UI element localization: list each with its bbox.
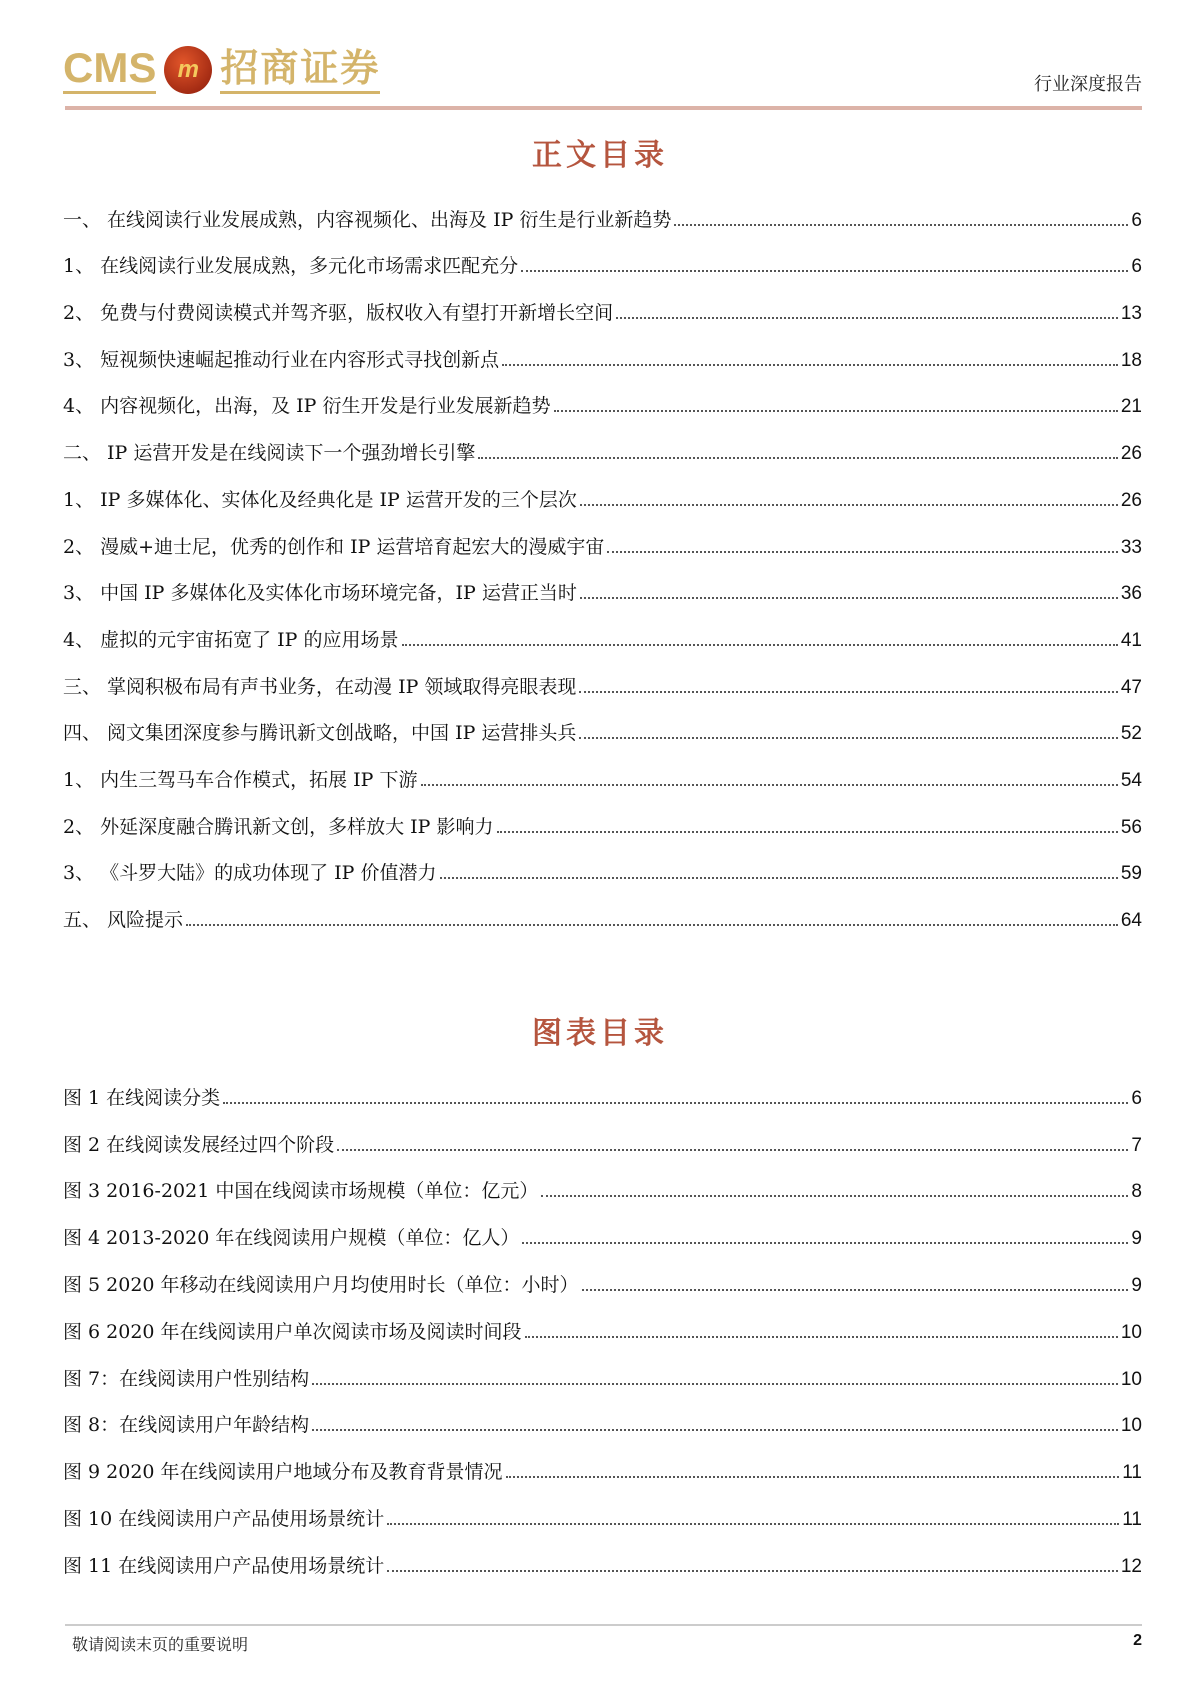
toc-entry[interactable] xyxy=(63,745,1142,792)
toc-entry[interactable] xyxy=(63,372,1142,419)
entry-page: 10 xyxy=(1120,1368,1142,1390)
entry-title[interactable]: 内生三驾马车合作模式，拓展 IP 下游 xyxy=(100,768,418,791)
toc-entry[interactable] xyxy=(63,1344,1142,1391)
entry-title[interactable]: 图 4 2013-2020 年在线阅读用户规模（单位：亿人） xyxy=(63,1227,520,1250)
toc-entry[interactable] xyxy=(63,1063,1142,1110)
dot-leader xyxy=(312,1383,1118,1385)
toc-entry[interactable] xyxy=(63,605,1142,652)
toc-entry[interactable] xyxy=(63,185,1142,232)
entry-page: 11 xyxy=(1122,1508,1142,1530)
entry-title[interactable]: 图 5 2020 年移动在线阅读用户月均使用时长（单位：小时） xyxy=(63,1273,579,1296)
entry-page: 6 xyxy=(1131,209,1142,231)
entry-number: 三、 xyxy=(63,675,108,698)
dot-leader xyxy=(580,504,1118,506)
entry-title[interactable]: 图 1 在线阅读分类 xyxy=(63,1086,221,1109)
entry-title[interactable]: 图 6 2020 年在线阅读用户单次阅读市场及阅读时间段 xyxy=(63,1320,522,1343)
toc-entry[interactable] xyxy=(63,885,1142,932)
dot-leader xyxy=(607,551,1117,553)
entry-number: 1、 xyxy=(63,255,101,278)
entry-number: 1、 xyxy=(63,768,101,791)
dot-leader xyxy=(674,224,1128,226)
entry-page: 56 xyxy=(1120,816,1142,838)
entry-number: 3、 xyxy=(63,348,101,371)
toc-entry[interactable] xyxy=(63,792,1142,839)
entry-page: 6 xyxy=(1131,256,1142,278)
footer-divider xyxy=(65,1624,1142,1626)
dot-leader xyxy=(580,597,1118,599)
figure-list-title: 图表目录 xyxy=(532,1016,668,1051)
entry-title[interactable]: 免费与付费阅读模式并驾齐驱，版权收入有望打开新增长空间 xyxy=(100,302,614,325)
dot-leader xyxy=(497,831,1118,833)
page-number: 2 xyxy=(1133,1632,1142,1649)
dot-leader xyxy=(502,364,1118,366)
entry-page: 10 xyxy=(1120,1321,1142,1343)
toc-entry[interactable] xyxy=(63,418,1142,465)
entry-page: 21 xyxy=(1120,396,1142,418)
toc-entry[interactable] xyxy=(63,325,1142,372)
toc-list xyxy=(63,185,1142,932)
entry-number: 2、 xyxy=(63,815,101,838)
toc-entry[interactable] xyxy=(63,278,1142,325)
toc-entry[interactable] xyxy=(63,652,1142,699)
entry-title[interactable]: 《斗罗大陆》的成功体现了 IP 价值潜力 xyxy=(100,862,437,885)
entry-title[interactable]: IP 运营开发是在线阅读下一个强劲增长引擎 xyxy=(107,442,476,465)
dot-leader xyxy=(541,1195,1128,1197)
toc-entry[interactable] xyxy=(63,1437,1142,1484)
entry-number: 4、 xyxy=(63,628,101,651)
entry-number: 4、 xyxy=(63,395,101,418)
dot-leader xyxy=(554,410,1118,412)
entry-page: 8 xyxy=(1131,1181,1142,1203)
dot-leader xyxy=(440,877,1118,879)
entry-number: 1、 xyxy=(63,488,101,511)
dot-leader xyxy=(582,1289,1129,1291)
entry-title[interactable]: 图 7：在线阅读用户性别结构 xyxy=(63,1367,310,1390)
entry-page: 54 xyxy=(1120,769,1142,791)
entry-page: 36 xyxy=(1120,583,1142,605)
entry-title[interactable]: 图 8：在线阅读用户年龄结构 xyxy=(63,1414,310,1437)
entry-title[interactable]: 阅文集团深度参与腾讯新文创战略，中国 IP 运营排头兵 xyxy=(107,722,577,745)
dot-leader xyxy=(478,457,1117,459)
entry-number: 3、 xyxy=(63,582,101,605)
dot-leader xyxy=(186,924,1118,926)
dot-leader xyxy=(521,270,1128,272)
logo-emblem-icon: m xyxy=(164,46,212,94)
toc-entry[interactable] xyxy=(63,1250,1142,1297)
entry-page: 59 xyxy=(1120,863,1142,885)
toc-entry[interactable] xyxy=(63,559,1142,606)
entry-title[interactable]: 短视频快速崛起推动行业在内容形式寻找创新点 xyxy=(100,348,500,371)
entry-title[interactable]: 内容视频化，出海，及 IP 衍生开发是行业发展新趋势 xyxy=(100,395,551,418)
entry-page: 52 xyxy=(1120,723,1142,745)
footer-note: 敬请阅读末页的重要说明 xyxy=(72,1635,249,1654)
header-divider xyxy=(65,106,1142,110)
entry-page: 12 xyxy=(1120,1555,1142,1577)
entry-page: 13 xyxy=(1120,303,1142,325)
toc-entry[interactable] xyxy=(63,1203,1142,1250)
entry-number: 二、 xyxy=(63,442,108,465)
entry-page: 9 xyxy=(1131,1274,1142,1296)
toc-entry[interactable] xyxy=(63,512,1142,559)
logo-en: CMS xyxy=(63,45,156,94)
dot-leader xyxy=(387,1570,1118,1572)
toc-title: 正文目录 xyxy=(532,138,668,173)
entry-number: 2、 xyxy=(63,302,101,325)
entry-title[interactable]: 中国 IP 多媒体化及实体化市场环境完备，IP 运营正当时 xyxy=(100,582,577,605)
entry-title[interactable]: 图 11 在线阅读用户产品使用场景统计 xyxy=(63,1554,385,1577)
toc-entry[interactable] xyxy=(63,1110,1142,1157)
dot-leader xyxy=(579,737,1117,739)
toc-entry[interactable] xyxy=(63,699,1142,746)
entry-page: 6 xyxy=(1131,1087,1142,1109)
figure-list xyxy=(63,1063,1142,1578)
entry-title[interactable]: 在线阅读行业发展成熟，内容视频化、出海及 IP 衍生是行业新趋势 xyxy=(107,208,672,231)
report-type: 行业深度报告 xyxy=(1034,74,1142,95)
entry-title[interactable]: 外延深度融合腾讯新文创，多样放大 IP 影响力 xyxy=(100,815,494,838)
toc-entry[interactable] xyxy=(63,232,1142,279)
cms-logo xyxy=(63,45,380,94)
entry-title[interactable]: 图 10 在线阅读用户产品使用场景统计 xyxy=(63,1507,385,1530)
entry-title[interactable]: 风险提示 xyxy=(107,909,184,931)
dot-leader xyxy=(223,1102,1128,1104)
entry-title[interactable]: 在线阅读行业发展成熟，多元化市场需求匹配充分 xyxy=(100,255,519,278)
entry-page: 64 xyxy=(1120,910,1142,931)
entry-title[interactable]: 漫威+迪士尼，优秀的创作和 IP 运营培育起宏大的漫威宇宙 xyxy=(100,535,605,558)
toc-entry[interactable] xyxy=(63,1297,1142,1344)
entry-title[interactable]: 掌阅积极布局有声书业务，在动漫 IP 领域取得亮眼表现 xyxy=(107,675,577,698)
toc-entry[interactable] xyxy=(63,1484,1142,1531)
entry-page: 26 xyxy=(1120,489,1142,511)
dot-leader xyxy=(616,317,1118,319)
entry-title[interactable]: 图 2 在线阅读发展经过四个阶段 xyxy=(63,1133,335,1156)
dot-leader xyxy=(506,1476,1120,1478)
logo-cn: 招商证券 xyxy=(220,45,380,94)
entry-page: 33 xyxy=(1120,536,1142,558)
dot-leader xyxy=(579,691,1117,693)
entry-title[interactable]: 图 9 2020 年在线阅读用户地域分布及教育背景情况 xyxy=(63,1461,503,1484)
entry-page: 11 xyxy=(1122,1462,1142,1484)
entry-page: 9 xyxy=(1131,1228,1142,1250)
entry-page: 47 xyxy=(1120,676,1142,698)
entry-page: 18 xyxy=(1120,349,1142,371)
entry-number: 五、 xyxy=(63,909,108,931)
dot-leader xyxy=(387,1523,1119,1525)
toc-entry[interactable] xyxy=(63,1157,1142,1204)
dot-leader xyxy=(522,1242,1128,1244)
entry-title[interactable]: 虚拟的元宇宙拓宽了 IP 的应用场景 xyxy=(100,628,399,651)
entry-title[interactable]: IP 多媒体化、实体化及经典化是 IP 运营开发的三个层次 xyxy=(100,488,577,511)
entry-number: 四、 xyxy=(63,722,108,745)
toc-entry[interactable] xyxy=(63,465,1142,512)
toc-entry[interactable] xyxy=(63,839,1142,886)
dot-leader xyxy=(402,644,1118,646)
entry-number: 一、 xyxy=(63,208,108,231)
entry-number: 2、 xyxy=(63,535,101,558)
dot-leader xyxy=(337,1149,1128,1151)
entry-page: 7 xyxy=(1131,1134,1142,1156)
dot-leader xyxy=(312,1429,1118,1431)
dot-leader xyxy=(421,784,1118,786)
entry-page: 10 xyxy=(1120,1415,1142,1437)
entry-page: 26 xyxy=(1120,443,1142,465)
entry-number: 3、 xyxy=(63,862,101,885)
entry-page: 41 xyxy=(1120,629,1142,651)
dot-leader xyxy=(525,1336,1118,1338)
toc-entry[interactable] xyxy=(63,1391,1142,1438)
toc-entry[interactable] xyxy=(63,1531,1142,1578)
entry-title[interactable]: 图 3 2016-2021 中国在线阅读市场规模（单位：亿元） xyxy=(63,1180,539,1203)
